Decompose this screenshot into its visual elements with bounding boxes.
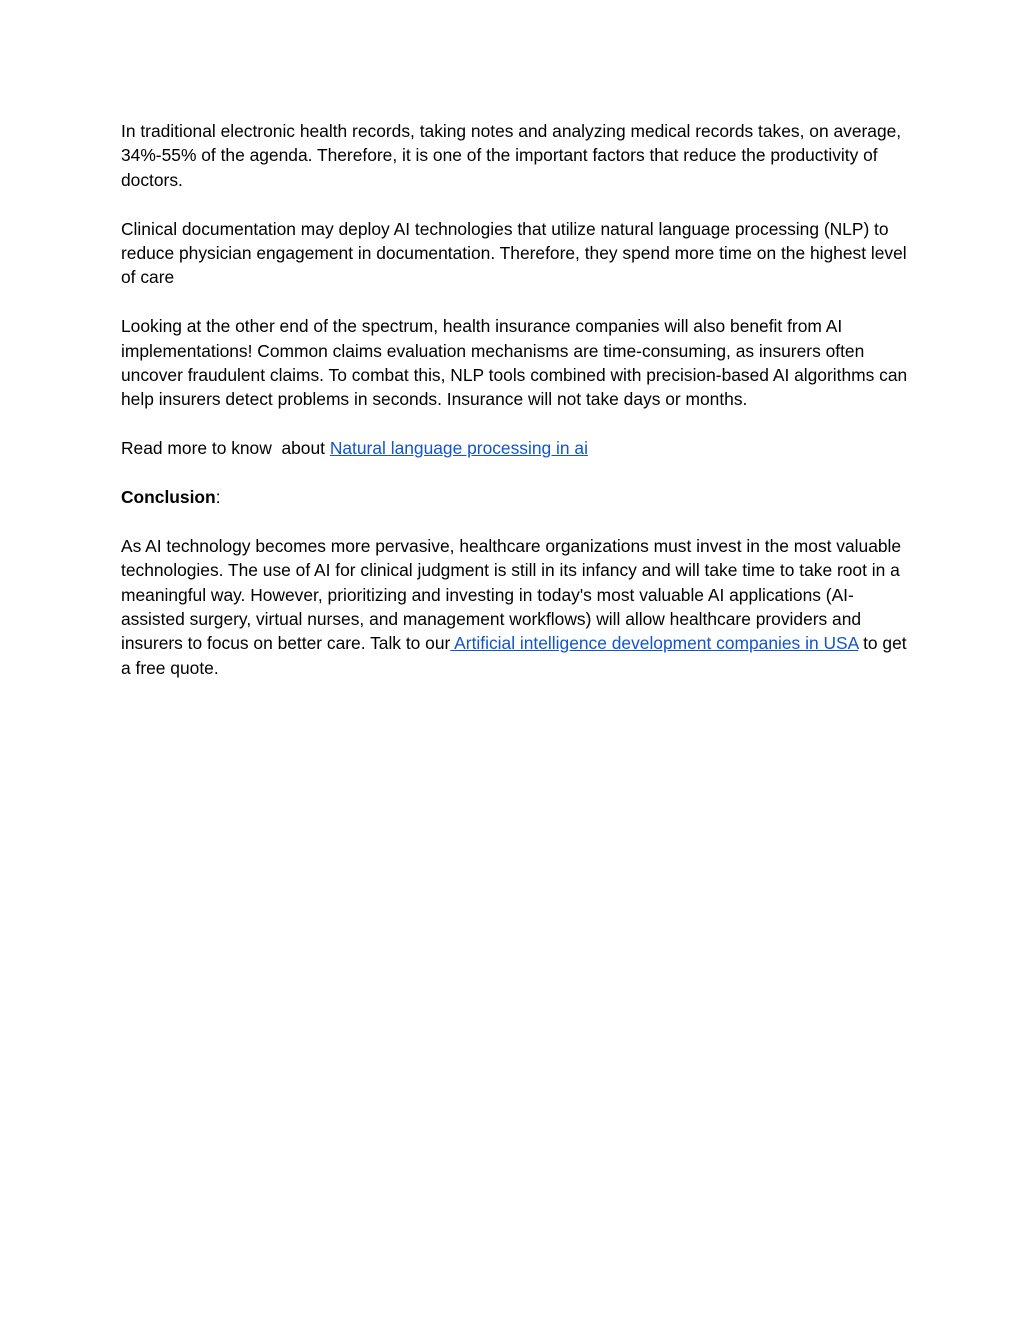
conclusion-colon: : xyxy=(215,487,221,508)
nlp-link[interactable]: Natural language processing in ai xyxy=(329,438,588,459)
conclusion-heading: Conclusion xyxy=(121,487,216,508)
paragraph-health-records: In traditional electronic health records, taking notes and analyzing medical records takes, on average, 34%-55% of the agenda. Therefore, it is one of the important factors that reduce the productivity of doctors. xyxy=(121,121,902,190)
ai-companies-link[interactable]: Artificial intelligence development companies in USA xyxy=(450,633,859,654)
read-more-prefix: Read more to know about xyxy=(121,438,330,459)
conclusion-text: As AI technology becomes more pervasive, healthcare organizations must invest in the most valuable technologies. The use of AI for clinical judgment is still in its infancy and will take time to take root in a meaningful way. However, prioritizing and investing in today's most valuable AI applications (AI-assisted surgery, virtual nurses, and management workflows) will allow healthcare providers and insurers to focus on better care. Talk to our xyxy=(121,535,902,654)
conclusion-suffix: to get a free quote. xyxy=(121,633,912,678)
read-more-line xyxy=(121,436,911,460)
document-body xyxy=(121,119,911,705)
paragraph-insurance: Looking at the other end of the spectrum, health insurance companies will also benefit from AI implementations! Common claims evaluation mechanisms are time-consuming, as insurers often uncover fraudulent claims. To combat this, NLP tools combined with precision-based AI algorithms can help insurers detect problems in seconds. Insurance will not take days or months. xyxy=(121,316,908,410)
paragraph-conclusion xyxy=(121,534,911,680)
paragraph-clinical-documentation: Clinical documentation may deploy AI technologies that utilize natural language processing (NLP) to reduce physician engagement in documentation. Therefore, they spend more time on the highest level of care xyxy=(121,218,907,288)
conclusion-heading-line xyxy=(121,485,911,509)
